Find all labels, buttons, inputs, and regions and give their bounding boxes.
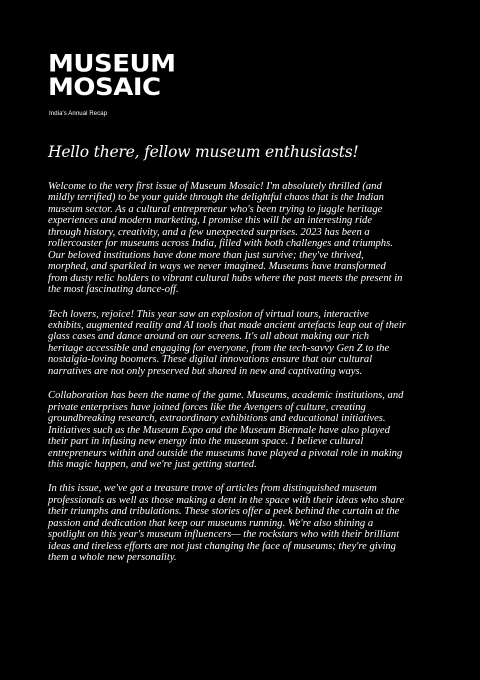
paragraph: Tech lovers, rejoice! This year saw an explosion of virtual tours, interactive exhibits, augmented reality and AI tools that made ancient artefacts leap out of their glass cases and dance around on our screens. It's all about making our rich heritage accessible and engaging for everyone, from the tech-savvy Gen Z to the nostalgia-loving boomers. These digital innovations ensure that our cultural narratives are not only preserved but shared in new and captivating ways. <box>48 308 406 377</box>
logo-line-2: MOSAIC <box>48 74 161 102</box>
article-heading: Hello there, fellow museum enthusiasts! <box>48 143 359 161</box>
logo-line-1: MUSEUM <box>48 50 176 78</box>
paragraph: Collaboration has been the name of the game. Museums, academic institutions, and private enterprises have joined forces like the Avengers of culture, creating groundbreaking research, extraordinary exhibitions and educational initiatives. Initiatives such as the Museum Expo and the Museum Biennale have also played their part in infusing new energy into the museum space. I believe cultural entrepreneurs within and outside the museums have played a pivotal role in making this magic happen, and we're just getting started. <box>48 390 404 470</box>
article-body <box>48 181 406 577</box>
paragraph: In this issue, we've got a treasure trove of articles from distinguished museum professionals as well as those making a dent in the space with their ideas who share their triumphs and tribulations. These stories offer a peek behind the curtain at the passion and dedication that keep our museums running. We're also shining a spotlight on this year's museum influencers— the rockstars who with their brilliant ideas and tireless efforts are not just changing the face of museums; they're giving them a whole new personality. <box>48 483 405 564</box>
museum-mosaic-logo <box>48 52 175 100</box>
tagline: India's Annual Recap <box>49 111 108 117</box>
paragraph: Welcome to the very first issue of Museum Mosaic! I'm absolutely thrilled (and mildly terrified) to be your guide through the delightful chaos that is the Indian museum sector. As a cultural entrepreneur who's been trying to juggle heritage experiences and modern marketing, I promise this will be an interesting ride through history, creativity, and a few unexpected surprises. 2023 has been a rollercoaster for museums across India, filled with both challenges and triumphs. Our beloved institutions have done more than just survive; they've thrived, morphed, and sparkled in ways we never imagined. Museums have transformed from dusty relic holders to vibrant cultural hubs where the past meets the present in the most fascinating dance-off. <box>48 181 403 296</box>
